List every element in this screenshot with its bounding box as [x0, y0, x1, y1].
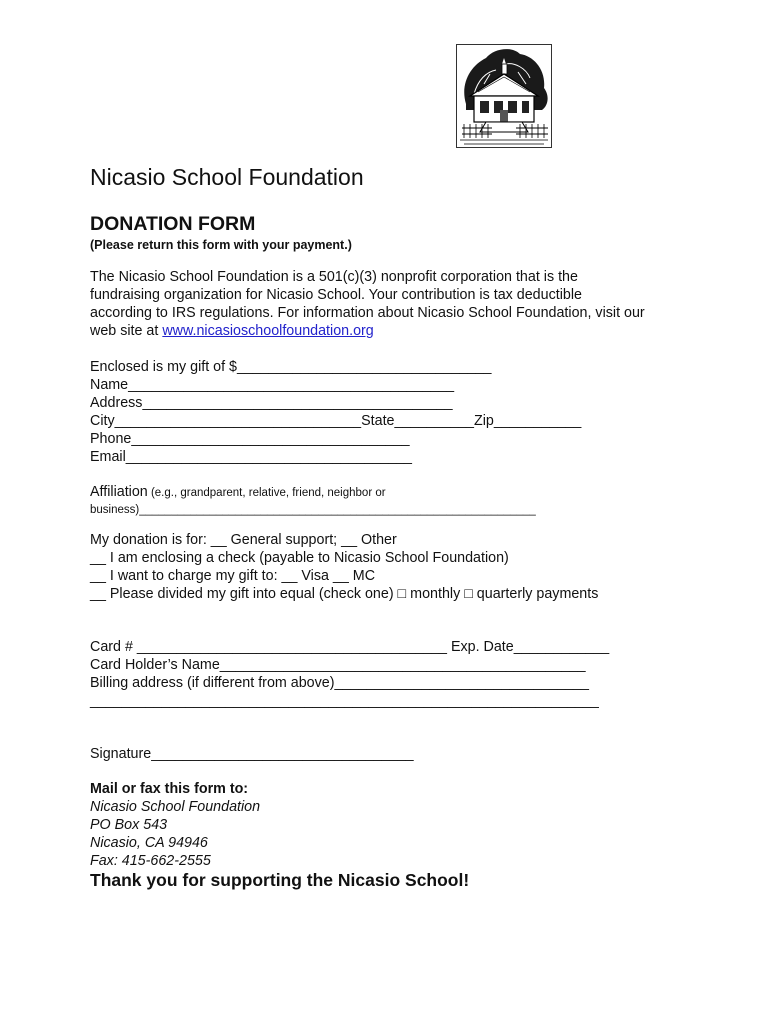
card-details	[90, 638, 609, 710]
intro-link-prefix: web site at	[90, 323, 163, 339]
billing-address-field[interactable]: Billing address (if different from above)________________________________	[90, 675, 589, 691]
billing-address-extra-field[interactable]: ________________________________________________________________	[90, 693, 599, 709]
mail-city: Nicasio, CA 94946	[90, 835, 208, 851]
address-field[interactable]: Address_______________________________________	[90, 395, 453, 411]
website-link[interactable]: www.nicasioschoolfoundation.org	[162, 323, 374, 339]
affiliation-section	[90, 483, 536, 518]
check-payment-option[interactable]: __ I am enclosing a check (payable to Nicasio School Foundation)	[90, 550, 509, 566]
form-title: DONATION FORM	[90, 213, 256, 235]
mail-heading: Mail or fax this form to:	[90, 781, 249, 797]
organization-name: Nicasio School Foundation	[90, 164, 364, 190]
city-state-zip-field[interactable]: City_______________________________State__________Zip___________	[90, 413, 582, 429]
school-house-illustration-icon	[456, 44, 552, 148]
mail-fax: Fax: 415-662-2555	[90, 853, 211, 869]
affiliation-label: Affiliation	[90, 484, 148, 500]
signature-section	[90, 745, 414, 763]
intro-line: according to IRS regulations. For information about Nicasio School Foundation, visit our	[90, 305, 645, 321]
signature-field[interactable]: Signature_________________________________	[90, 746, 414, 762]
form-subtitle: (Please return this form with your payment.)	[90, 238, 352, 252]
installment-option[interactable]: __ Please divided my gift into equal (check one) □ monthly □ quarterly payments	[90, 586, 599, 602]
intro-paragraph	[90, 268, 690, 340]
gift-amount-field[interactable]: Enclosed is my gift of $________________________________	[90, 359, 492, 375]
card-payment-option[interactable]: __ I want to charge my gift to: __ Visa __ MC	[90, 568, 376, 584]
mailing-info	[90, 780, 260, 870]
mail-org: Nicasio School Foundation	[90, 799, 261, 815]
affiliation-hint: (e.g., grandparent, relative, friend, neighbor or	[147, 487, 386, 499]
donation-options	[90, 531, 598, 603]
mail-po-box: PO Box 543	[90, 817, 168, 833]
affiliation-field[interactable]: business)______________________________________________________________	[90, 504, 536, 516]
card-number-field[interactable]: Card # _______________________________________ Exp. Date____________	[90, 639, 610, 655]
intro-line: fundraising organization for Nicasio School. Your contribution is tax deductible	[90, 287, 582, 303]
donor-fields	[90, 358, 581, 466]
intro-line-with-link	[90, 322, 690, 340]
intro-line: The Nicasio School Foundation is a 501(c)(3) nonprofit corporation that is the	[90, 269, 578, 285]
email-field[interactable]: Email____________________________________	[90, 449, 412, 465]
affiliation-label-line	[90, 483, 536, 502]
card-holder-field[interactable]: Card Holder’s Name______________________________________________	[90, 657, 586, 673]
donation-purpose-option[interactable]: My donation is for: __ General support; __ Other	[90, 532, 397, 548]
name-field[interactable]: Name_________________________________________	[90, 377, 455, 393]
thank-you-message: Thank you for supporting the Nicasio School!	[90, 870, 470, 890]
phone-field[interactable]: Phone___________________________________	[90, 431, 410, 447]
